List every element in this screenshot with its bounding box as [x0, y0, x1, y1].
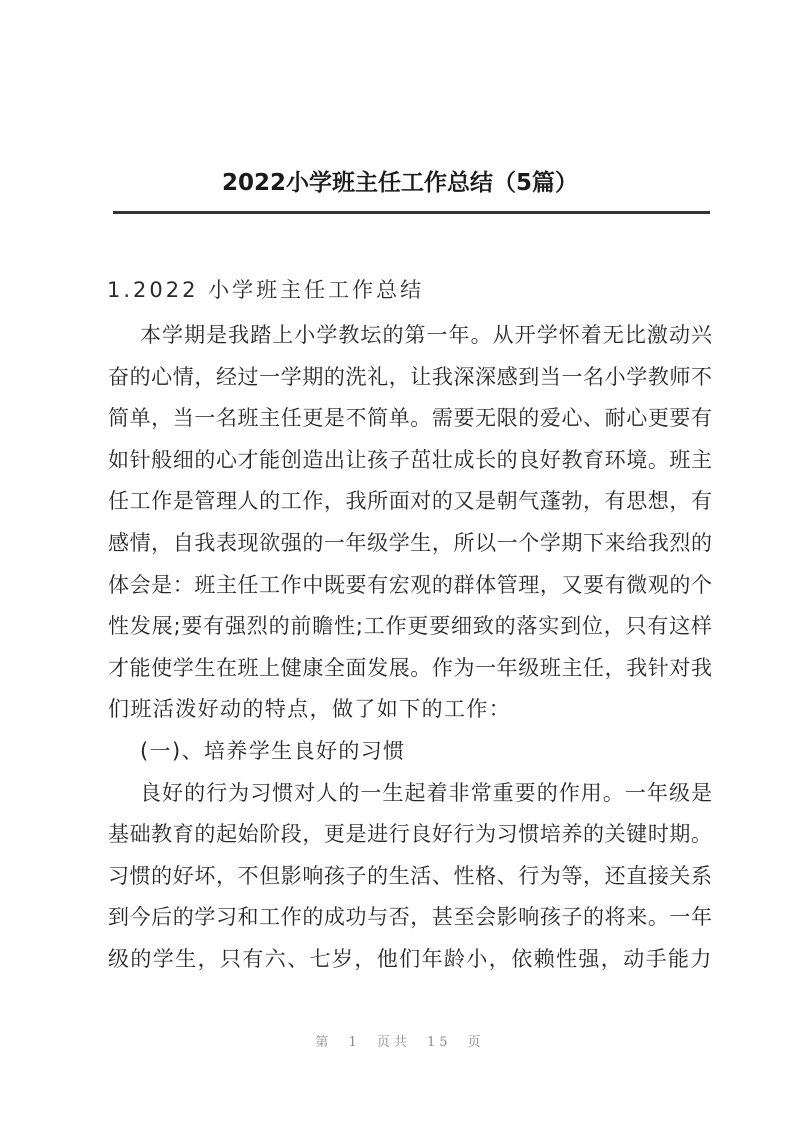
paragraph-line: 简单，当一名班主任更是不简单。需要无限的爱心、耐心更要有 [108, 406, 712, 431]
paragraph-line: 们班活泼好动的特点，做了如下的工作： [108, 697, 512, 722]
paragraph-line: 级的学生，只有六、七岁，他们年龄小，依赖性强，动手能力 [108, 947, 713, 971]
document-title: 2022小学班主任工作总结（5篇） [221, 170, 579, 196]
paragraph-line: 体会是：班主任工作中既要有宏观的群体管理，又要有微观的个 [108, 572, 712, 597]
paragraph-line: 到今后的学习和工作的成功与否，甚至会影响孩子的将来。一年 [108, 905, 712, 930]
paragraph-line: 良好的行为习惯对人的一生起着非常重要的作用。一年级是 [140, 780, 712, 805]
paragraph-line: 本学期是我踏上小学教坛的第一年。从开学怀着无比激动兴 [140, 323, 712, 347]
paragraph-line: 任工作是管理人的工作，我所面对的又是朝气蓬勃，有思想，有 [108, 489, 712, 514]
paragraph-line: 性发展;要有强烈的前瞻性;工作更要细致的落实到位，只有这样 [108, 614, 712, 639]
paragraph-line: 如针般细的心才能创造出让孩子茁壮成长的良好教育环境。班主 [108, 447, 712, 472]
subsection-heading: (一)、培养学生良好的习惯 [140, 739, 406, 763]
paragraph-line: 习惯的好坏，不但影响孩子的生活、性格、行为等，还直接关系 [108, 863, 712, 888]
title-divider [113, 211, 710, 214]
page-footer: 第 1 页共 15 页 [315, 1035, 485, 1050]
paragraph-line: 奋的心情，经过一学期的洗礼，让我深深感到当一名小学教师不 [108, 364, 712, 389]
paragraph-line: 才能使学生在班上健康全面发展。作为一年级班主任，我针对我 [108, 655, 712, 680]
section-heading: 1.2022 小学班主任工作总结 [107, 278, 425, 302]
paragraph-line: 感情，自我表现欲强的一年级学生，所以一个学期下来给我烈的 [108, 531, 712, 555]
paragraph-line: 基础教育的起始阶段，更是进行良好行为习惯培养的关键时期。 [108, 822, 712, 847]
